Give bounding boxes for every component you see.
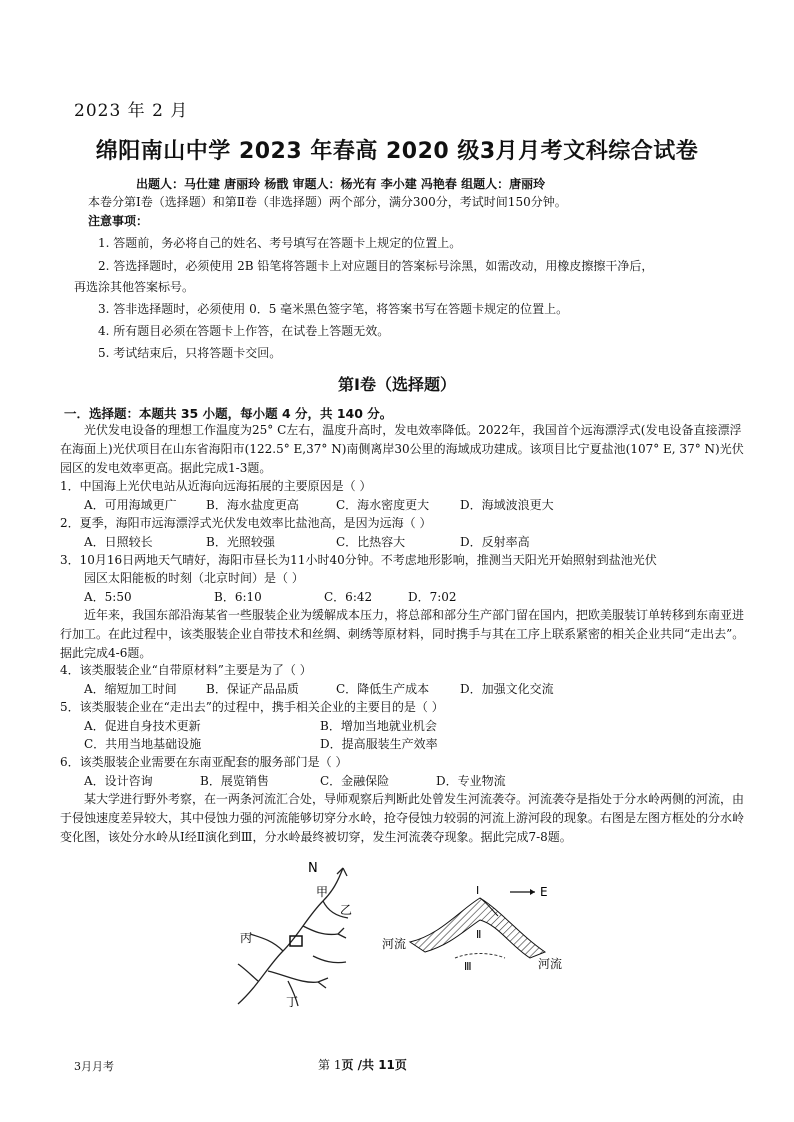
exam-intro: 本卷分第Ⅰ卷（选择题）和第Ⅱ卷（非选择题）两个部分，满分300分，考试时间150分钟。	[88, 195, 567, 209]
question-4-stem: 4．该类服装企业“自带原材料”主要是为了（ ）	[60, 663, 312, 677]
note-item: 4. 所有题目必须在答题卡上作答，在试卷上答题无效。	[98, 324, 390, 338]
question-5-stem: 5．该类服装企业在“走出去”的过程中，携手相关企业的主要目的是（ ）	[60, 700, 444, 714]
q5-option-a: A．促进自身技术更新	[84, 719, 201, 733]
note-item: 1. 答题前，务必将自己的姓名、考号填写在答题卡上规定的位置上。	[98, 236, 462, 250]
question-3-stem-cont: 园区太阳能板的时刻（北京时间）是（ ）	[84, 571, 304, 585]
label-bing: 丙	[240, 931, 253, 945]
q2-option-d: D．反射率高	[460, 535, 530, 549]
question-3-stem: 3．10月16日两地天气晴好，海阳市昼长为11小时40分钟。不考虑地形影响，推测当天阳光开始照射到盐池光伏	[60, 553, 657, 567]
page-end: 页	[394, 1058, 407, 1072]
q3-option-d: D．7:02	[408, 590, 457, 604]
q3-option-c: C．6:42	[324, 590, 373, 604]
passage-3: 某大学进行野外考察，在一两条河流汇合处，导师观察后判断此处曾发生河流袭夺。河流袭夺是指处于分水岭两侧的河流，由于侵蚀速度差异较大，其中侵蚀力强的河流能够切穿分水岭，抢夺侵蚀力较弱的河流上游河段的现象。右图是左图方框处的分水岭变化图，该处分水岭从Ⅰ经Ⅱ演化到Ⅲ，分水岭最终被切穿，发生河流袭夺现象。据此完成7-8题。	[60, 792, 745, 844]
q2-option-c: C．比热容大	[336, 535, 406, 549]
notes-label: 注意事项：	[88, 214, 149, 228]
stage-2-label: Ⅱ	[476, 928, 482, 941]
north-label: N	[308, 861, 318, 876]
question-2-stem: 2．夏季，海阳市远海漂浮式光伏发电效率比盐池高，是因为远海（ ）	[60, 516, 432, 530]
q1-option-c: C．海水密度更大	[336, 498, 430, 512]
authors-line: 出题人：马仕建 唐丽玲 杨戬 审题人：杨光有 李小建 冯艳春 组题人：唐丽玲	[136, 177, 546, 191]
label-yi: 乙	[340, 903, 353, 917]
q6-option-c: C．金融保险	[320, 774, 390, 788]
passage-2: 近年来，我国东部沿海某省一些服装企业为缓解成本压力，将总部和部分生产部门留在国内，把欧美服装订单转移到东南亚进行加工。在此过程中，该类服装企业自带技术和丝绸、刺绣等原材料，同时携手与其在工序上联系紧密的相关企业共同“走出去”。据此完成4-6题。	[60, 608, 745, 660]
q1-option-d: D．海域波浪更大	[460, 498, 554, 512]
divide-evolution-figure	[380, 880, 580, 980]
exam-date: 2023 年 2 月	[74, 101, 189, 121]
page-suffix: 页 /共 11	[341, 1058, 395, 1072]
q1-option-a: A．可用海域更广	[84, 498, 177, 512]
note-item: 再选涂其他答案标号。	[74, 280, 195, 294]
question-1-stem: 1．中国海上光伏电站从近海向远海拓展的主要原因是（ ）	[60, 479, 372, 493]
section-title: 第Ⅰ卷（选择题）	[338, 375, 456, 394]
part1-heading: 一．选择题：本题共 35 小题，每小题 4 分，共 140 分。	[64, 406, 393, 421]
q2-option-b: B．光照较强	[206, 535, 275, 549]
label-jia: 甲	[316, 885, 329, 899]
question-6-stem: 6．该类服装企业需要在东南亚配套的服务部门是（ ）	[60, 755, 348, 769]
q6-option-a: A．设计咨询	[84, 774, 153, 788]
river-right-label: 河流	[538, 957, 563, 971]
river-left-label: 河流	[382, 937, 407, 951]
q2-option-a: A．日照较长	[84, 535, 153, 549]
note-item: 3. 答非选择题时，必须使用 0．5 毫米黑色签字笔，将答案书写在答题卡规定的位置上。	[98, 302, 569, 316]
q4-option-d: D．加强文化交流	[460, 682, 554, 696]
q5-option-b: B．增加当地就业机会	[320, 719, 437, 733]
q6-option-b: B．展览销售	[200, 774, 269, 788]
east-label: E	[540, 885, 548, 899]
note-item: 5. 考试结束后，只将答题卡交回。	[98, 346, 282, 360]
q4-option-a: A．缩短加工时间	[84, 682, 177, 696]
stage-1-label: Ⅰ	[476, 884, 480, 897]
note-item: 2. 答选择题时，必须使用 2B 铅笔将答题卡上对应题目的答案标号涂黑，如需改动，用橡皮擦擦干净后，	[98, 259, 654, 273]
q3-option-b: B．6:10	[214, 590, 262, 604]
river-network-figure	[228, 856, 368, 1016]
exam-title: 绵阳南山中学 2023 年春高 2020 级3月月考文科综合试卷	[95, 139, 699, 164]
q4-option-c: C．降低生产成本	[336, 682, 430, 696]
label-ding: 丁	[286, 995, 299, 1009]
passage-1: 光伏发电设备的理想工作温度为25° C左右，温度升高时，发电效率降低。2022年，我国首个远海漂浮式(发电设备直接漂浮在海面上)光伏项目在山东省海阳市(122.5° E,37° N)南侧离岸30公里的海域成功建成。该项目比宁夏盐池(107° E, 37° N)光伏园区的发电效率更高。据此完成1-3题。	[60, 423, 744, 475]
q3-option-a: A．5:50	[84, 590, 132, 604]
page-prefix: 第 1	[318, 1058, 342, 1072]
q1-option-b: B．海水盐度更高	[206, 498, 299, 512]
q5-option-c: C．共用当地基础设施	[84, 737, 202, 751]
q5-option-d: D．提高服装生产效率	[320, 737, 438, 751]
q4-option-b: B．保证产品品质	[206, 682, 299, 696]
stage-3-label: Ⅲ	[464, 960, 472, 973]
q6-option-d: D．专业物流	[436, 774, 506, 788]
page-number	[318, 1056, 407, 1073]
footer-exam-name: 3月月考	[74, 1060, 114, 1073]
